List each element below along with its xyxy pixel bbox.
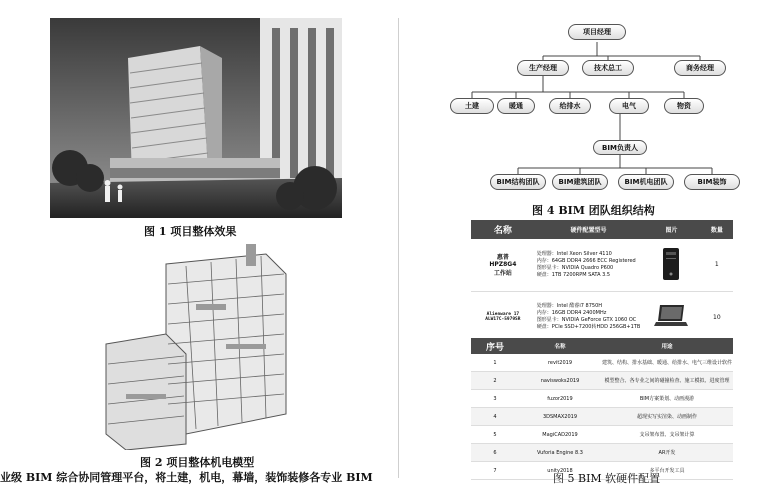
software-no-cell: 4 — [471, 408, 519, 426]
workstation-icon — [660, 247, 682, 281]
software-name-cell: Vuforia Engine 8.3 — [519, 444, 601, 462]
software-name-cell: revit2019 — [519, 354, 601, 372]
hardware-qty-cell: 1 — [701, 239, 733, 291]
org-node-commercial-manager: 商务经理 — [674, 60, 726, 76]
software-no-cell: 5 — [471, 426, 519, 444]
hardware-table-header — [471, 220, 733, 239]
hardware-spec-cell — [535, 291, 643, 343]
hardware-spec-line: 处理器：Intel 酷睿i7 8750H — [536, 303, 603, 309]
hardware-header-qty: 数量 — [701, 220, 733, 239]
software-use-cell: 多平台开发工具 — [601, 462, 733, 480]
org-node-civil: 土建 — [450, 98, 494, 114]
table-row — [471, 444, 733, 462]
org-node-bim-mep-team: BIM机电团队 — [618, 174, 674, 190]
org-node-plumbing: 给排水 — [549, 98, 591, 114]
software-no-cell: 2 — [471, 372, 519, 390]
figure5-caption: 图 5 BIM 软硬件配置 — [553, 472, 661, 485]
software-no-cell: 7 — [471, 462, 519, 480]
figure4-caption: 图 4 BIM 团队组织结构 — [532, 204, 655, 217]
hardware-name-cell — [471, 291, 535, 343]
org-node-hvac: 暖通 — [497, 98, 535, 114]
org-node-production-manager: 生产经理 — [517, 60, 569, 76]
figure2-caption: 图 2 项目整体机电模型 — [140, 456, 255, 469]
table-row — [471, 390, 733, 408]
table-row — [471, 239, 733, 291]
hardware-table — [471, 220, 733, 344]
hardware-name-line: 惠普 — [496, 254, 509, 262]
software-use-cell: 模型整合、各专业之间的碰撞检查、施工模拟、进度管理 — [601, 372, 733, 390]
software-no-cell: 6 — [471, 444, 519, 462]
org-node-electrical: 电气 — [609, 98, 649, 114]
org-node-project-manager: 项目经理 — [568, 24, 626, 40]
software-use-cell: AR开发 — [601, 444, 733, 462]
body-text-line: 业级 BIM 综合协同管理平台，将土建，机电，幕墙，装饰装修各专业 BIM — [0, 471, 373, 484]
org-node-technical-chief: 技术总工 — [582, 60, 634, 76]
software-name-cell: MagiCAD2019 — [519, 426, 601, 444]
software-use-cell: BIM方案策划、动画漫游 — [601, 390, 733, 408]
hardware-qty-cell: 10 — [701, 291, 733, 343]
software-use-cell: 超现实写实渲染、动画制作 — [601, 408, 733, 426]
table-row — [471, 408, 733, 426]
mep-model-image — [96, 244, 292, 450]
software-header-use: 用途 — [601, 338, 733, 354]
software-name-cell: 3DSMAX2019 — [519, 408, 601, 426]
hardware-spec-line: 图形显卡：NVIDIA GeForce GTX 1060 OC — [536, 317, 637, 323]
hardware-header-picture: 图片 — [642, 220, 700, 239]
hardware-spec-line: 内存：64GB DDR4 2666 ECC Registered — [536, 257, 636, 264]
software-name-cell: fuzor2019 — [519, 390, 601, 408]
org-node-bim-architecture-team: BIM建筑团队 — [552, 174, 608, 190]
hardware-spec-line: 内存：16GB DDR4 2400MHz — [536, 310, 607, 316]
software-header-no: 序号 — [471, 338, 519, 354]
hardware-name-line: 工作站 — [493, 270, 512, 278]
hardware-picture-cell — [642, 291, 700, 343]
software-name-cell: unity2018 — [519, 462, 601, 480]
software-no-cell: 3 — [471, 390, 519, 408]
software-use-cell: 建筑、结构、排水基础、暖通、给排水、电气三维设计软件 — [601, 354, 733, 372]
hardware-name-cell — [471, 239, 535, 291]
mep-model-drawing — [96, 244, 292, 450]
laptop-icon — [654, 303, 688, 329]
table-row — [471, 426, 733, 444]
table-row — [471, 372, 733, 390]
table-row — [471, 291, 733, 343]
hardware-picture-cell — [642, 239, 700, 291]
org-node-materials: 物资 — [664, 98, 704, 114]
software-header-name: 名称 — [519, 338, 601, 354]
software-use-cell: 支吊架布置、支吊架计算 — [601, 426, 733, 444]
table-row — [471, 354, 733, 372]
figure1-caption: 图 1 项目整体效果 — [144, 225, 237, 238]
software-name-cell: naviswoks2019 — [519, 372, 601, 390]
hardware-header-spec: 硬件配置型号 — [535, 220, 643, 239]
org-node-bim-structure-team: BIM结构团队 — [490, 174, 546, 190]
hardware-spec-line: 图形显卡：NVIDIA Quadro P600 — [536, 264, 614, 271]
software-no-cell: 1 — [471, 354, 519, 372]
hardware-name-line: Alienware 17 — [486, 312, 520, 317]
hardware-header-name: 名称 — [471, 220, 535, 239]
org-chart — [0, 0, 760, 200]
software-table-header — [471, 338, 733, 354]
hardware-name-line: ALW17C-5979SR — [485, 317, 521, 322]
hardware-spec-line: 硬盘：PCIe SSD+7200转HDD 256GB+1TB — [536, 324, 641, 330]
org-node-bim-decoration: BIM装饰 — [684, 174, 740, 190]
org-node-bim-lead: BIM负责人 — [593, 140, 647, 155]
software-table — [471, 338, 733, 480]
hardware-spec-line: 硬盘：1TB 7200RPM SATA 3.5 — [536, 271, 611, 278]
hardware-spec-line: 处理器：Intel Xeon Silver 4110 — [536, 250, 612, 257]
hardware-spec-cell — [535, 239, 643, 291]
hardware-name-line: HPZ8G4 — [489, 261, 517, 269]
